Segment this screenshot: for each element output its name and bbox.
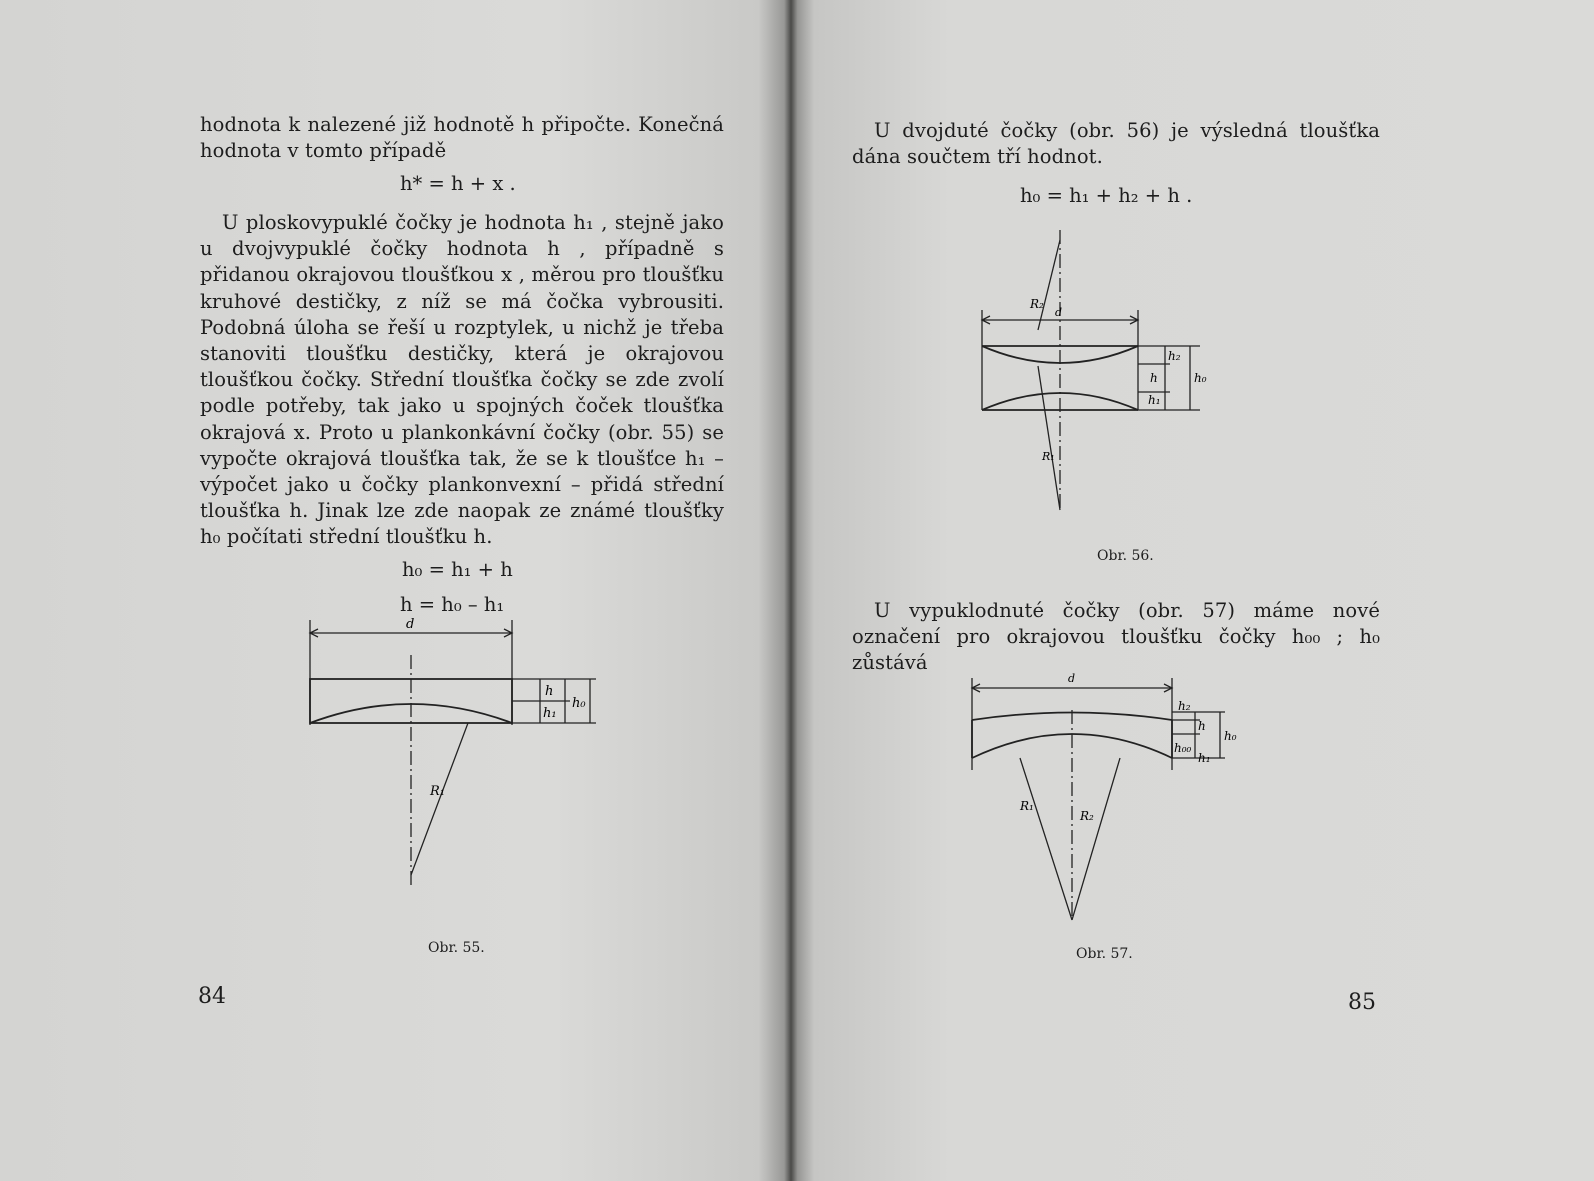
fig55-d-label: d <box>406 617 415 632</box>
fig55-h-label: h <box>545 684 554 699</box>
figure-56-caption: Obr. 56. <box>1097 548 1154 564</box>
fig56-h0-label: h₀ <box>1194 371 1207 385</box>
figure-57-caption: Obr. 57. <box>1076 946 1133 962</box>
figure-57 <box>960 670 1237 940</box>
book-gutter <box>784 0 798 1181</box>
formula-h0: h₀ = h₁ + h <box>402 558 513 581</box>
left-paragraph-1 <box>200 112 724 164</box>
left-text-2: U ploskovypuklé čočky je hodnota h₁ , stejně jako u dvojvypuklé čočky hodnota h , případně s přidanou okrajovou tloušťkou x , měrou pro tloušťku kruhové destičky, z níž se má čočka vybrousiti. Podobná úloha se řeší u rozptylek, u nichž je třeba stanoviti tloušťku destičky, která je okrajovou tloušťkou čočky. Střední tloušťka čočky se zde zvolí podle potřeby, tak jako u spojných čoček tloušťka okrajová x. Proto u plankonkávní čočky (obr. 55) se vypočte okrajová tloušťka tak, že se k tloušťce h₁ – výpočet jako u čočky plankonvexní – přidá střední tloušťka h. Jinak lze zde naopak ze známé tloušťky h₀ počítati střední tloušťku h. <box>200 211 724 549</box>
fig57-r2-label: R₂ <box>1080 809 1094 823</box>
fig55-h1-label: h₁ <box>543 706 557 721</box>
fig56-h-label: h <box>1150 371 1158 385</box>
left-page-number: 84 <box>198 984 226 1009</box>
right-text-1: U dvojduté čočky (obr. 56) je výsledná tloušťka dána součtem tří hodnot. <box>852 119 1380 169</box>
fig55-h0-label: h₀ <box>572 696 586 711</box>
fig57-h-label: h <box>1198 719 1206 733</box>
fig56-r2-label: R₂ <box>1030 297 1044 311</box>
figure-55-caption: Obr. 55. <box>428 940 485 956</box>
formula-h-star: h* = h + x . <box>400 172 516 195</box>
fig56-r1-label: R₁ <box>1042 450 1055 463</box>
right-paragraph-1 <box>852 118 1380 170</box>
fig57-d-label: d <box>1068 672 1076 685</box>
left-paragraph-2 <box>200 210 724 551</box>
fig57-h1-label: h₁ <box>1198 751 1211 765</box>
fig56-h1-label: h₁ <box>1148 393 1161 407</box>
right-page <box>790 0 1594 1181</box>
fig57-h2-label: h₂ <box>1178 699 1191 713</box>
fig57-h0-label: h₀ <box>1224 729 1237 743</box>
left-page <box>0 0 790 1181</box>
figure-56 <box>970 220 1220 520</box>
fig57-r1-label: R₁ <box>1020 799 1034 813</box>
fig55-r1-label: R₁ <box>430 784 445 799</box>
left-text-1: hodnota k nalezené již hodnotě h připočte. Konečná hodnota v tomto případě <box>200 113 724 163</box>
right-text-2: U vypuklodnuté čočky (obr. 57) máme nové označení pro okrajovou tloušťku čočky h₀₀ ; h₀ zůstává <box>852 599 1380 675</box>
fig56-d-label: d <box>1055 306 1063 319</box>
formula-h: h = h₀ – h₁ <box>400 593 505 616</box>
formula-h0-sum: h₀ = h₁ + h₂ + h . <box>1020 184 1193 207</box>
fig56-h2-label: h₂ <box>1168 349 1181 363</box>
right-page-number: 85 <box>1348 990 1376 1015</box>
fig57-h00-label: h₀₀ <box>1174 741 1192 755</box>
right-paragraph-2 <box>852 598 1380 677</box>
figure-55 <box>290 615 620 905</box>
